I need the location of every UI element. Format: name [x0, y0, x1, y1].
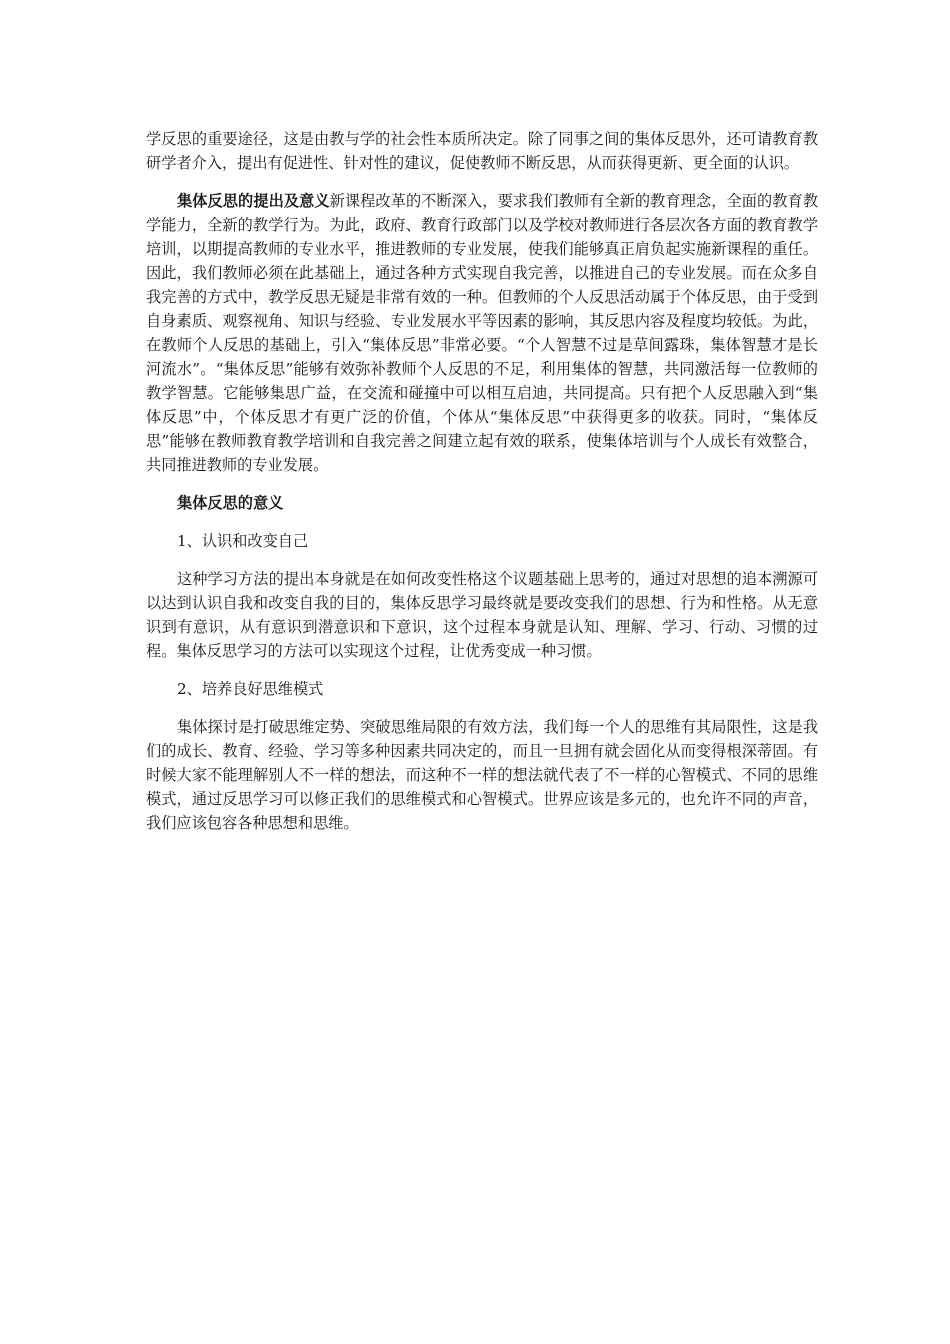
paragraph-collective-reflection-intro — [146, 189, 818, 477]
paragraph-good-thinking-mode: 集体探讨是打破思维定势、突破思维局限的有效方法，我们每一个人的思维有其局限性，这是我们的成长、教育、经验、学习等多种因素共同决定的，而且一旦拥有就会固化从而变得根深蒂固。有时候大家不能理解别人不一样的想法，而这种不一样的想法就代表了不一样的心智模式、不同的思维模式，通过反思学习可以修正我们的思维模式和心智模式。世界应该是多元的，也允许不同的声音，我们应该包容各种思想和思维。 — [146, 718, 818, 832]
paragraph-body: 新课程改革的不断深入，要求我们教师有全新的教育理念，全面的教育教学能力，全新的教学行为。为此，政府、教育行政部门以及学校对教师进行各层次各方面的教育教学培训，以期提高教师的专业水平，推进教师的专业发展，使我们能够真正肩负起实施新课程的重任。因此，我们教师必须在此基础上，通过各种方式实现自我完善，以推进自己的专业发展。而在众多自我完善的方式中，教学反思无疑是非常有效的一种。但教师的个人反思活动属于个体反思，由于受到自身素质、观察视角、知识与经验、专业发展水平等因素的影响，其反思内容及程度均较低。为此，在教师个人反思的基础上，引入“集体反思”非常必要。“个人智慧不过是草间露珠，集体智慧才是长河流水”。“集体反思”能够有效弥补教师个人反思的不足，利用集体的智慧，共同激活每一位教师的教学智慧。它能够集思广益，在交流和碰撞中可以相互启迪，共同提高。只有把个人反思融入到“集体反思”中，个体反思才有更广泛的价值，个体从“集体反思”中获得更多的收获。同时，“集体反思”能够在教师教育教学培训和自我完善之间建立起有效的联系，使集体培训与个人成长有效整合，共同推进教师的专业发展。 — [146, 192, 819, 474]
document-page — [146, 127, 818, 849]
paragraph-know-and-change-self: 这种学习方法的提出本身就是在如何改变性格这个议题基础上思考的，通过对思想的追本溯源可以达到认识自我和改变自我的目的，集体反思学习最终就是要改变我们的思想、行为和性格。从无意识到有意识，从有意识到潜意识和下意识，这个过程本身就是认知、理解、学习、行动、习惯的过程。集体反思学习的方法可以实现这个过程，让优秀变成一种习惯。 — [146, 570, 818, 660]
paragraph-lead-heading: 集体反思的提出及意义 — [177, 192, 330, 210]
subheading-know-and-change-self: 1、认识和改变自己 — [177, 532, 309, 550]
subheading-good-thinking-mode: 2、培养良好思维模式 — [177, 680, 324, 698]
section-heading-meaning: 集体反思的意义 — [177, 494, 284, 512]
paragraph-continuation: 学反思的重要途径，这是由教与学的社会性本质所决定。除了同事之间的集体反思外，还可请教育教研学者介入，提出有促进性、针对性的建议，促使教师不断反思，从而获得更新、更全面的认识。 — [146, 130, 818, 172]
